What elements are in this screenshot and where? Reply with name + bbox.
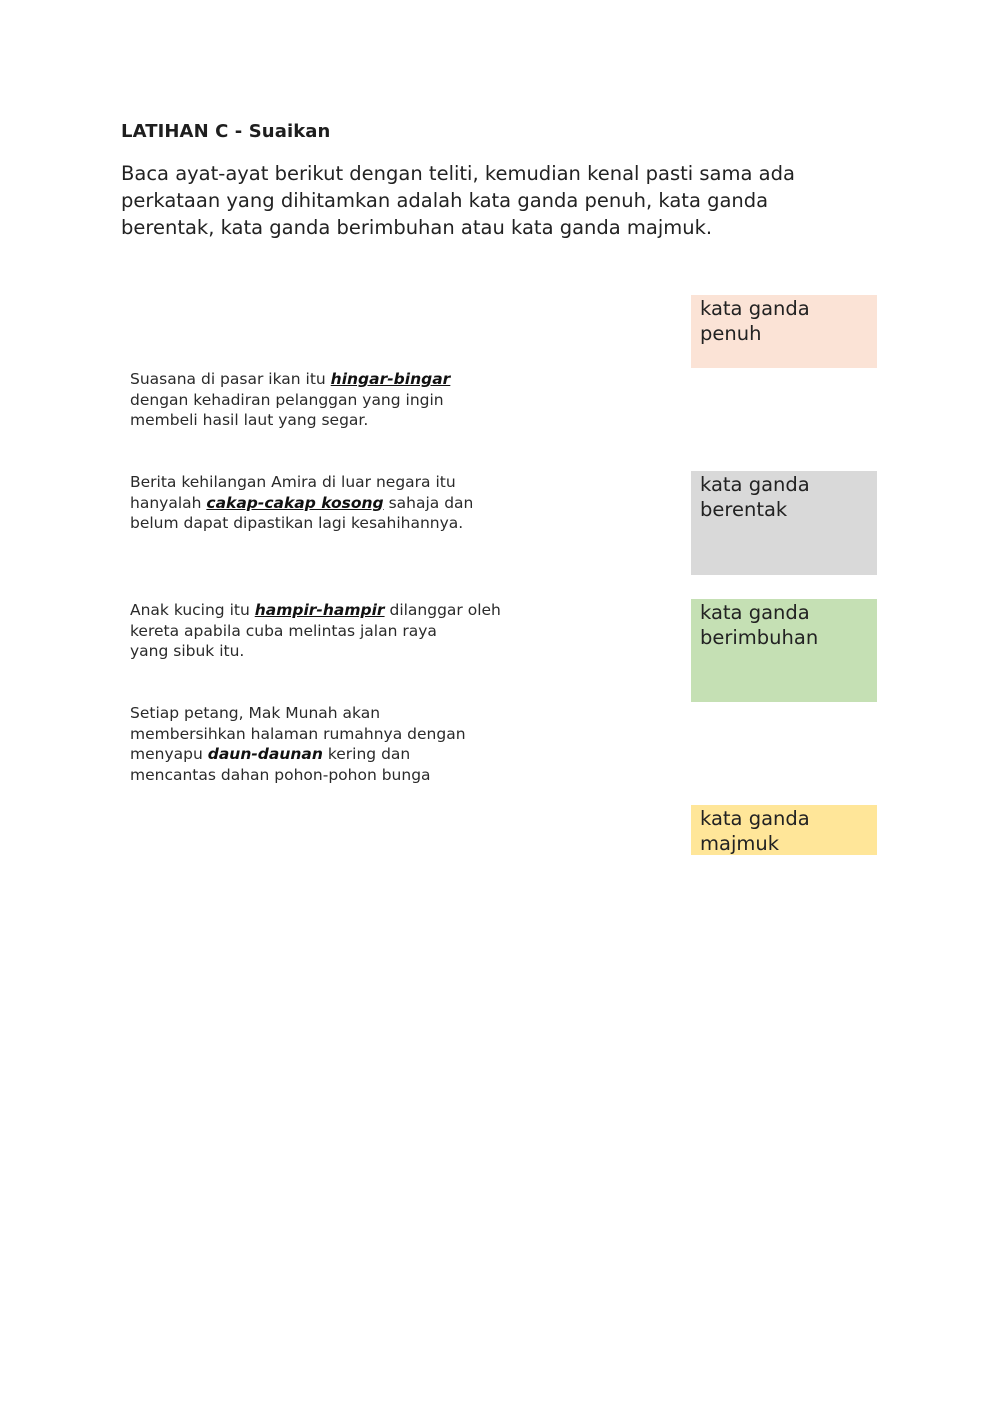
sentence-line: belum dapat dipastikan lagi kesahihannya. <box>130 514 464 532</box>
sentence-text: sahaja dan <box>383 493 474 512</box>
instructions-text <box>121 160 821 241</box>
sentence-line: Berita kehilangan Amira di luar negara itu <box>130 473 456 491</box>
option-kata-ganda-berimbuhan[interactable] <box>691 599 877 702</box>
sentence-line: yang sibuk itu. <box>130 642 245 660</box>
option-kata-ganda-berentak[interactable] <box>691 471 877 575</box>
sentence-text: kering dan <box>322 745 411 763</box>
sentence-item-3 <box>130 600 550 662</box>
exercise-title: LATIHAN C - Suaikan <box>121 121 331 142</box>
sentence-line: membersihkan halaman rumahnya dengan <box>130 724 466 743</box>
sentence-line <box>130 600 550 621</box>
option-label-line: berimbuhan <box>700 626 819 649</box>
option-label-line: berentak <box>700 498 788 521</box>
keyword-highlight: hampir-hampir <box>254 601 385 619</box>
sentence-text: hanyalah <box>130 493 207 512</box>
option-label-line: kata ganda <box>700 807 810 830</box>
sentence-line: mencantas dahan pohon-pohon bunga <box>130 765 431 784</box>
sentence-line: dengan kehadiran pelanggan yang ingin <box>130 390 444 409</box>
keyword-highlight: daun-daunan <box>207 745 323 763</box>
keyword-highlight: cakap-cakap kosong <box>206 493 384 512</box>
sentence-line: membeli hasil laut yang segar. <box>130 411 369 429</box>
sentence-text: Suasana di pasar ikan itu <box>130 370 331 388</box>
sentence-text: dilanggar oleh <box>384 601 501 619</box>
instructions-line: Baca ayat-ayat berikut dengan teliti, kemudian kenal pasti sama ada <box>121 162 795 185</box>
option-label-line: kata ganda <box>700 473 810 496</box>
sentence-line <box>130 744 530 765</box>
sentence-item-1 <box>130 369 530 431</box>
option-label-line: kata ganda <box>700 297 810 320</box>
sentence-text: Anak kucing itu <box>130 601 255 619</box>
instructions-line: perkataan yang dihitamkan adalah kata ganda penuh, kata ganda <box>121 189 769 212</box>
sentence-line: kereta apabila cuba melintas jalan raya <box>130 621 437 640</box>
sentence-line <box>130 493 530 514</box>
option-kata-ganda-majmuk[interactable] <box>691 805 877 855</box>
sentence-text: menyapu <box>130 745 208 763</box>
option-kata-ganda-penuh[interactable] <box>691 295 877 368</box>
option-label-line: majmuk <box>700 832 780 855</box>
instructions-line: berentak, kata ganda berimbuhan atau kata ganda majmuk. <box>121 216 713 239</box>
keyword-highlight: hingar-bingar <box>330 370 451 388</box>
sentence-line: Setiap petang, Mak Munah akan <box>130 704 381 722</box>
option-label-line: kata ganda <box>700 601 810 624</box>
sentence-line <box>130 369 530 390</box>
option-label-line: penuh <box>700 322 762 345</box>
sentence-item-2 <box>130 472 530 534</box>
sentence-item-4 <box>130 703 530 785</box>
